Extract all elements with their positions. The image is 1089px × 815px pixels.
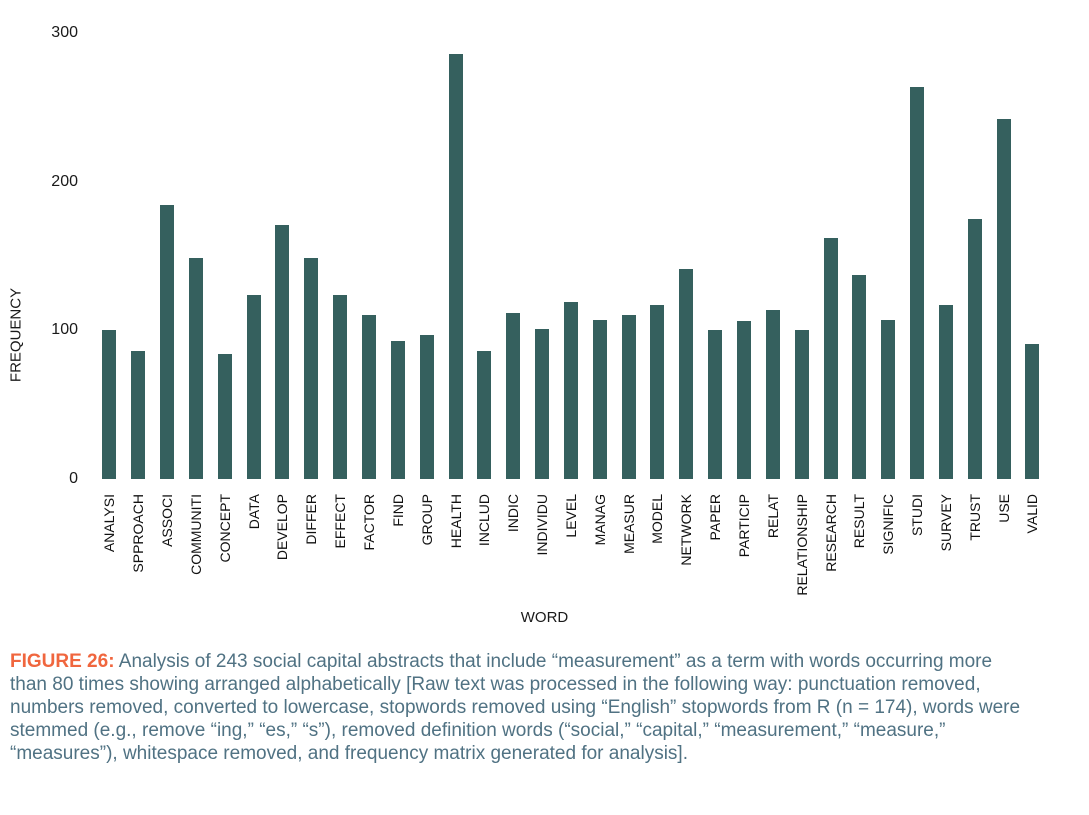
bar-column <box>528 33 557 626</box>
bar-zone <box>816 33 845 479</box>
bar-manag <box>593 320 607 479</box>
bar-zone <box>528 33 557 479</box>
x-label-zone <box>124 479 153 626</box>
bar-zone <box>412 33 441 479</box>
x-tick-label: TRUST <box>966 494 983 541</box>
bar-zone <box>672 33 701 479</box>
bar-column <box>1018 33 1047 626</box>
bar-communiti <box>189 258 203 480</box>
bar-zone <box>960 33 989 479</box>
bar-column <box>268 33 297 626</box>
x-tick-label: INDIC <box>505 494 522 533</box>
bar-zone <box>701 33 730 479</box>
x-label-zone <box>528 479 557 626</box>
bar-develop <box>275 225 289 479</box>
bar-column <box>874 33 903 626</box>
bar-result <box>852 275 866 479</box>
bar-zone <box>95 33 124 479</box>
y-tick-label: 200 <box>51 172 78 190</box>
x-label-zone <box>470 479 499 626</box>
bar-column <box>355 33 384 626</box>
x-label-zone <box>182 479 211 626</box>
x-tick-label: SURVEY <box>937 494 954 552</box>
y-axis-title: FREQUENCY <box>7 287 25 383</box>
x-label-zone <box>643 479 672 626</box>
x-label-zone <box>153 479 182 626</box>
x-tick-label: ASSOCI <box>159 494 176 547</box>
x-tick-label: LEVEL <box>562 494 579 538</box>
bar-factor <box>362 315 376 479</box>
x-tick-label: STUDI <box>909 494 926 536</box>
bar-column <box>903 33 932 626</box>
bar-column <box>845 33 874 626</box>
bar-individu <box>535 329 549 479</box>
bar-zone <box>730 33 759 479</box>
figure-number-label: FIGURE 26: <box>10 651 115 672</box>
x-label-zone <box>210 479 239 626</box>
bar-relat <box>766 310 780 479</box>
x-tick-label: USE <box>995 494 1012 523</box>
x-label-zone <box>672 479 701 626</box>
bar-column <box>412 33 441 626</box>
bar-column <box>297 33 326 626</box>
bar-zone <box>989 33 1018 479</box>
x-label-zone <box>297 479 326 626</box>
x-label-zone <box>845 479 874 626</box>
x-axis-title: WORD <box>520 609 569 626</box>
bar-column <box>470 33 499 626</box>
bar-column <box>758 33 787 626</box>
bar-trust <box>968 219 982 479</box>
bar-zone <box>383 33 412 479</box>
bar-zone <box>903 33 932 479</box>
x-label-zone <box>816 479 845 626</box>
x-tick-label: DEVELOP <box>274 494 291 561</box>
x-tick-label: RESEARCH <box>822 494 839 572</box>
bar-zone <box>124 33 153 479</box>
x-tick-label: DATA <box>245 494 262 530</box>
bar-particip <box>737 321 751 479</box>
bar-zone <box>499 33 528 479</box>
x-label-zone <box>931 479 960 626</box>
bar-column <box>672 33 701 626</box>
bar-zone <box>874 33 903 479</box>
bar-column <box>326 33 355 626</box>
bar-column <box>182 33 211 626</box>
y-tick-label: 100 <box>51 321 78 339</box>
bar-zone <box>787 33 816 479</box>
x-label-zone <box>874 479 903 626</box>
bar-differ <box>304 258 318 480</box>
bar-column <box>931 33 960 626</box>
bar-indic <box>506 313 520 480</box>
plot-area <box>95 33 1047 626</box>
x-tick-label: SPPROACH <box>130 494 147 573</box>
bar-data <box>247 295 261 479</box>
bar-zone <box>239 33 268 479</box>
bar-zone <box>1018 33 1047 479</box>
bar-research <box>824 238 838 479</box>
bar-column <box>124 33 153 626</box>
bar-use <box>997 119 1011 479</box>
x-label-zone <box>960 479 989 626</box>
bar-column <box>787 33 816 626</box>
bar-analysi <box>102 330 116 479</box>
x-tick-label: RELAT <box>764 494 781 539</box>
x-tick-label: MODEL <box>649 494 666 544</box>
bar-zone <box>470 33 499 479</box>
bar-column <box>153 33 182 626</box>
figure-caption <box>10 650 1025 765</box>
bar-paper <box>708 330 722 479</box>
bar-column <box>643 33 672 626</box>
bar-effect <box>333 295 347 479</box>
bar-relationship <box>795 330 809 479</box>
x-label-zone <box>441 479 470 626</box>
bar-find <box>391 341 405 479</box>
x-label-zone <box>989 479 1018 626</box>
bar-column <box>499 33 528 626</box>
bar-zone <box>326 33 355 479</box>
y-tick-label: 300 <box>51 23 78 41</box>
x-tick-label: PAPER <box>707 494 724 541</box>
bar-column <box>239 33 268 626</box>
bar-zone <box>355 33 384 479</box>
bar-level <box>564 302 578 479</box>
x-tick-label: CONCEPT <box>216 494 233 563</box>
bar-column <box>816 33 845 626</box>
bar-column <box>441 33 470 626</box>
bar-column <box>730 33 759 626</box>
x-label-zone <box>499 479 528 626</box>
bar-zone <box>182 33 211 479</box>
bar-survey <box>939 305 953 479</box>
bar-zone <box>585 33 614 479</box>
x-tick-label: GROUP <box>418 494 435 546</box>
x-label-zone <box>585 479 614 626</box>
bar-zone <box>931 33 960 479</box>
bar-zone <box>153 33 182 479</box>
x-tick-label: FIND <box>389 494 406 527</box>
x-label-zone <box>557 479 586 626</box>
bar-health <box>449 54 463 479</box>
bar-zone <box>268 33 297 479</box>
bar-spproach <box>131 351 145 479</box>
y-tick-label: 0 <box>69 470 78 487</box>
bar-column <box>210 33 239 626</box>
bar-zone <box>297 33 326 479</box>
bar-zone <box>845 33 874 479</box>
bar-zone <box>557 33 586 479</box>
x-tick-label: SIGNIFIC <box>880 494 897 555</box>
x-tick-label: DIFFER <box>303 494 320 545</box>
bar-group <box>420 335 434 479</box>
x-label-zone <box>787 479 816 626</box>
bar-zone <box>441 33 470 479</box>
x-label-zone <box>903 479 932 626</box>
bar-network <box>679 269 693 479</box>
bar-column <box>557 33 586 626</box>
x-tick-label: MEASUR <box>620 494 637 554</box>
x-label-zone <box>326 479 355 626</box>
x-tick-label: PARTICIP <box>735 494 752 558</box>
x-label-zone <box>383 479 412 626</box>
bar-column <box>989 33 1018 626</box>
x-tick-label: ANALYSI <box>101 494 118 553</box>
x-label-zone <box>1018 479 1047 626</box>
bar-signific <box>881 320 895 479</box>
bar-column <box>701 33 730 626</box>
x-tick-label: INCLUD <box>476 494 493 547</box>
bar-zone <box>643 33 672 479</box>
bar-measur <box>622 315 636 479</box>
x-label-zone <box>614 479 643 626</box>
x-label-zone <box>268 479 297 626</box>
figure-caption-text: Analysis of 243 social capital abstracts that include “measurement” as a term with words occurring more than 80 times showing arranged alphabetically [Raw text was processed in the following way: punctuation removed, numbers removed, converted to lowercase, stopwords removed using “English” stopwords from R (n = 174), words were stemmed (e.g., remove “ing,” “es,” “s”), removed definition words (“social,” “capital,” “measurement,” “measure,” “measures”), whitespace removed, and frequency matrix generated for analysis]. <box>10 651 1021 764</box>
x-tick-label: MANAG <box>591 494 608 546</box>
bar-includ <box>477 351 491 479</box>
bar-column <box>585 33 614 626</box>
x-tick-label: RELATIONSHIP <box>793 494 810 596</box>
bar-column <box>383 33 412 626</box>
bar-associ <box>160 205 174 479</box>
x-tick-label: INDIVIDU <box>534 494 551 556</box>
x-label-zone <box>730 479 759 626</box>
x-label-zone <box>701 479 730 626</box>
x-tick-label: VALID <box>1024 494 1041 534</box>
x-label-zone <box>412 479 441 626</box>
bar-model <box>650 305 664 479</box>
bar-column <box>960 33 989 626</box>
x-tick-label: NETWORK <box>678 494 695 566</box>
x-tick-label: FACTOR <box>361 494 378 551</box>
bar-zone <box>758 33 787 479</box>
bar-zone <box>210 33 239 479</box>
x-tick-label: RESULT <box>851 494 868 549</box>
bar-column <box>95 33 124 626</box>
x-label-zone <box>95 479 124 626</box>
x-label-zone <box>355 479 384 626</box>
bar-valid <box>1025 344 1039 479</box>
x-tick-label: EFFECT <box>332 494 349 549</box>
x-label-zone <box>758 479 787 626</box>
bar-zone <box>614 33 643 479</box>
x-tick-label: HEALTH <box>447 494 464 549</box>
bar-column <box>614 33 643 626</box>
x-tick-label: COMMUNITI <box>187 494 204 575</box>
bar-concept <box>218 354 232 479</box>
x-label-zone <box>239 479 268 626</box>
bar-studi <box>910 87 924 479</box>
